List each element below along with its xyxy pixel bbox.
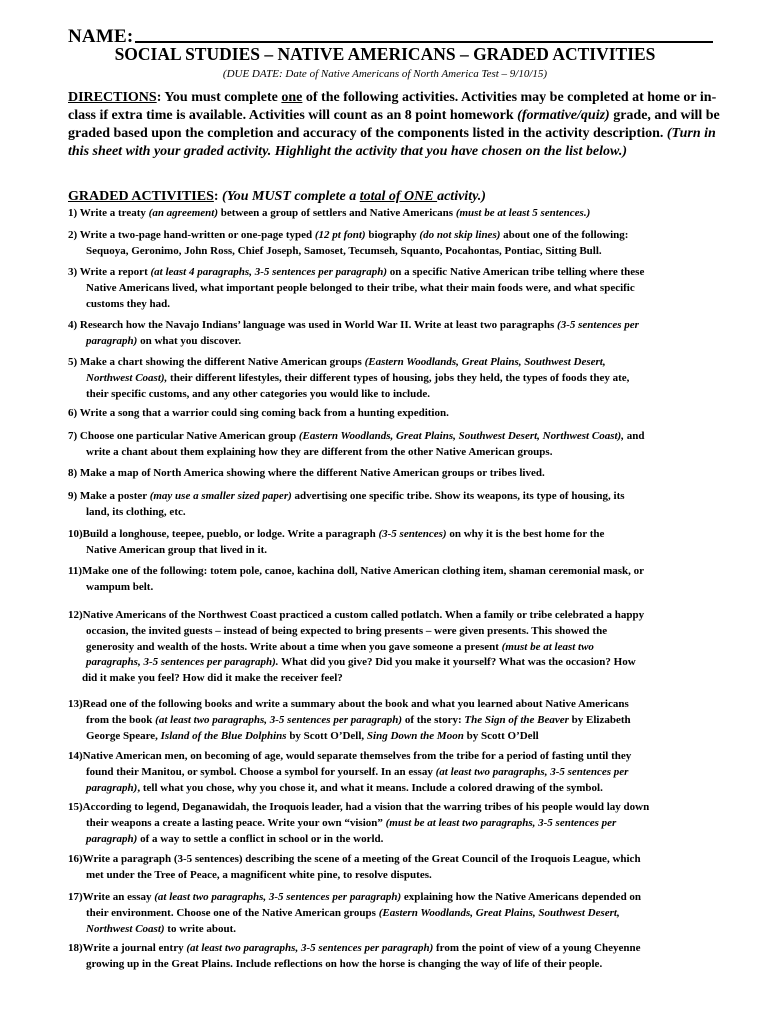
activity-text: (at least 4 paragraphs, 3-5 sentences per paragraph) — [150, 266, 387, 278]
activity-item-1 — [68, 206, 732, 222]
activity-text: their weapons a create a lasting peace. Write your own “vision” — [86, 816, 386, 829]
activity-text: Northwest Coast), — [86, 371, 168, 384]
activity-text: 15)According to legend, Deganawidah, the Iroquois leader, had a vision that the warring tribes of his people would lay down — [68, 801, 650, 813]
activity-text: (Eastern Woodlands, Great Plains, Southwest Desert, Northwest Coast), — [298, 430, 624, 442]
activity-text: (may use a smaller sized paper) — [149, 490, 292, 502]
activity-text: 14)Native American men, on becoming of age, would separate themselves from the tribe for a period of fasting until they — [68, 750, 632, 762]
activity-text: paragraphs, 3-5 sentences per paragraph). — [86, 656, 279, 669]
activity-text: (must be at least 5 sentences.) — [455, 207, 591, 219]
activity-text: (at least two paragraphs, 3-5 sentences per — [435, 765, 629, 778]
graded-text: (You MUST complete a — [222, 189, 360, 204]
activity-text: their environment. Choose one of the Native American groups — [86, 906, 379, 919]
activity-text: paragraph) — [86, 334, 138, 347]
activity-text: (must be at least two — [501, 640, 594, 653]
activity-text: biography — [365, 229, 420, 241]
activity-item-11 — [68, 564, 732, 596]
activity-text: (at least two paragraphs, 3-5 sentences per paragraph) — [155, 713, 403, 726]
activity-text: 18)Write a journal entry — [68, 942, 187, 954]
activity-text: did it make you feel? How did it make the receiver feel? — [82, 672, 343, 685]
activity-text: 12)Native Americans of the Northwest Coast practiced a custom called potlatch. When a family or tribe celebrated a happy — [68, 609, 645, 621]
activity-item-16 — [68, 852, 732, 884]
activity-text: customs they had. — [86, 297, 171, 310]
graded-text: : — [213, 189, 223, 204]
activity-text: from the point of view of a young Cheyenne — [433, 942, 641, 954]
graded-total: total of ONE — [359, 189, 438, 204]
activity-text: on what you discover. — [137, 334, 242, 347]
activity-text: land, its clothing, etc. — [86, 505, 186, 518]
activity-text: 3) Write a report — [68, 266, 151, 278]
activity-text: (at least two paragraphs, 3-5 sentences per paragraph) — [186, 942, 434, 954]
activity-text: 17)Write an essay — [68, 891, 155, 903]
activity-text: by Elizabeth — [568, 713, 631, 726]
directions-label: DIRECTIONS — [68, 90, 157, 105]
activity-text: advertising one specific tribe. Show its weapons, its type of housing, its — [291, 490, 625, 502]
activity-text: (3-5 sentences per — [557, 319, 639, 331]
activity-text: 11)Make one of the following: totem pole, canoe, kachina doll, Native American clothing item, shaman ceremonial mask, or — [68, 565, 645, 577]
activity-text: 5) Make a chart showing the different Native American groups — [68, 356, 365, 368]
activity-item-18 — [68, 941, 732, 973]
book-title: Sing Down the Moon — [366, 729, 464, 742]
activity-item-4 — [68, 318, 732, 350]
activity-item-12 — [68, 608, 732, 687]
book-title: The Sign of the Beaver — [464, 713, 569, 726]
activity-text: Native Americans lived, what important people belonged to their tribe, what their main foods were, and what specific — [86, 281, 635, 294]
activity-text: George Speare, — [86, 729, 161, 742]
activity-item-8 — [68, 466, 732, 482]
book-title: Island of the Blue Dolphins — [160, 729, 287, 742]
activity-item-13 — [68, 697, 732, 744]
activity-text: 6) Write a song that a warrior could sing coming back from a hunting expedition. — [68, 407, 449, 419]
activity-item-2 — [68, 228, 732, 260]
activity-text: (Eastern Woodlands, Great Plains, Southwest Desert, — [378, 906, 620, 919]
activity-text: 2) Write a two-page hand-written or one-page typed — [68, 229, 315, 241]
activity-text: by Scott O’Dell — [463, 729, 539, 742]
activity-text: explaining how the Native Americans depended on — [401, 891, 642, 903]
activity-text: 4) Research how the Navajo Indians’ language was used in World War II. Write at least two paragraphs — [68, 319, 558, 331]
activity-text: 10)Build a longhouse, teepee, pueblo, or lodge. Write a paragraph — [68, 528, 379, 540]
directions-note: (Turn in this sheet with your graded activity. Highlight the activity that you have chosen on the list below.) — [68, 126, 716, 159]
activity-text: between a group of settlers and Native Americans — [218, 207, 456, 219]
name-label: NAME: — [68, 26, 134, 47]
activity-text: , tell what you chose, why you chose it, and what it means. Include a colored drawing of the symbol. — [137, 781, 603, 794]
activity-text: their specific customs, and any other categories you would like to include. — [86, 387, 430, 400]
activity-text: Sequoya, Geronimo, John Ross, Chief Joseph, Samoset, Tecumseh, Squanto, Pocahontas, Pontiac, Sitting Bull. — [86, 244, 602, 257]
directions-paragraph — [68, 89, 728, 161]
activity-item-15 — [68, 800, 732, 847]
activity-text: (do not skip lines) — [419, 229, 501, 241]
activity-text: 13)Read one of the following books and write a summary about the book and what you learned about Native Americans — [68, 698, 629, 710]
activity-text: Northwest Coast) — [86, 922, 165, 935]
directions-text: grade, and will be graded based upon the completion and accuracy of the components listed in the activity description. — [68, 108, 720, 141]
activity-text: 9) Make a poster — [68, 490, 150, 502]
graded-label: GRADED ACTIVITIES — [68, 189, 214, 204]
activity-text: 1) Write a treaty — [68, 207, 149, 219]
activity-text: (Eastern Woodlands, Great Plains, Southwest Desert, — [364, 356, 606, 368]
activity-text: 16)Write a paragraph (3-5 sentences) describing the scene of a meeting of the Great Council of the Iroquois League, which — [68, 853, 641, 865]
activity-text: generosity and wealth of the hosts. Write about a time when you gave someone a present — [86, 640, 502, 653]
activity-item-14 — [68, 749, 732, 796]
activity-text: to write about. — [164, 922, 237, 935]
activity-text: paragraph) — [86, 781, 138, 794]
activity-text: write a chant about them explaining how they are different from the other Native American groups. — [86, 445, 553, 458]
page-title: SOCIAL STUDIES – NATIVE AMERICANS – GRADED ACTIVITIES — [114, 44, 656, 64]
graded-activities-heading — [68, 188, 486, 206]
activity-text: growing up in the Great Plains. Include reflections on how the horse is changing the way of life of their people. — [86, 957, 603, 970]
activity-text: by Scott O’Dell, — [286, 729, 367, 742]
name-blank-line — [135, 41, 713, 43]
directions-one: one — [281, 90, 303, 105]
activity-text: on a specific Native American tribe telling where these — [387, 266, 645, 278]
activity-text: occasion, the invited guests – instead of being expected to bring presents – were given presents. This showed the — [86, 624, 608, 637]
activity-item-3 — [68, 265, 732, 312]
activity-item-17 — [68, 890, 732, 937]
activity-text: met under the Tree of Peace, a magnificent white pine, to resolve disputes. — [86, 868, 432, 881]
activity-text: of the story: — [402, 713, 465, 726]
activity-text: of a way to settle a conflict in school or in the world. — [137, 832, 384, 845]
directions-text: (formative/quiz) — [517, 108, 610, 123]
graded-text: activity.) — [437, 189, 486, 204]
activity-text: from the book — [86, 713, 156, 726]
activity-text: 8) Make a map of North America showing where the different Native American groups or tribes lived. — [68, 467, 545, 479]
activity-text: Native American group that lived in it. — [86, 543, 267, 556]
activity-text: (must be at least two paragraphs, 3-5 sentences per — [385, 816, 617, 829]
activity-text: 7) Choose one particular Native American group — [68, 430, 299, 442]
activity-text: on why it is the best home for the — [446, 528, 605, 540]
activity-item-6 — [68, 406, 732, 422]
activity-item-10 — [68, 527, 732, 559]
activity-item-7 — [68, 429, 732, 461]
activity-item-5 — [68, 355, 732, 402]
directions-text: of the following activities. Activities may be completed at home or in-class if extra time is available. Activities will count as an 8 point homework — [68, 90, 717, 123]
activity-text: and — [623, 430, 645, 442]
activity-text: found their Manitou, or symbol. Choose a symbol for yourself. In an essay — [86, 765, 436, 778]
activity-text: wampum belt. — [86, 580, 154, 593]
activity-text: (3-5 sentences) — [378, 528, 447, 540]
activity-text: (an agreement) — [148, 207, 219, 219]
activity-text: (12 pt font) — [314, 229, 366, 241]
directions-text: : You must complete — [156, 90, 282, 105]
activity-text: their different lifestyles, their different types of housing, jobs they held, the types of foods they ate, — [167, 371, 630, 384]
activity-text: (at least two paragraphs, 3-5 sentences per paragraph) — [154, 891, 402, 903]
activity-text: What did you give? Did you make it yourself? What was the occasion? How — [278, 656, 636, 669]
activity-text: about one of the following: — [500, 229, 629, 241]
due-date: (DUE DATE: Date of Native Americans of North America Test – 9/10/15) — [222, 68, 548, 80]
activity-item-9 — [68, 489, 732, 521]
activity-text: paragraph) — [86, 832, 138, 845]
